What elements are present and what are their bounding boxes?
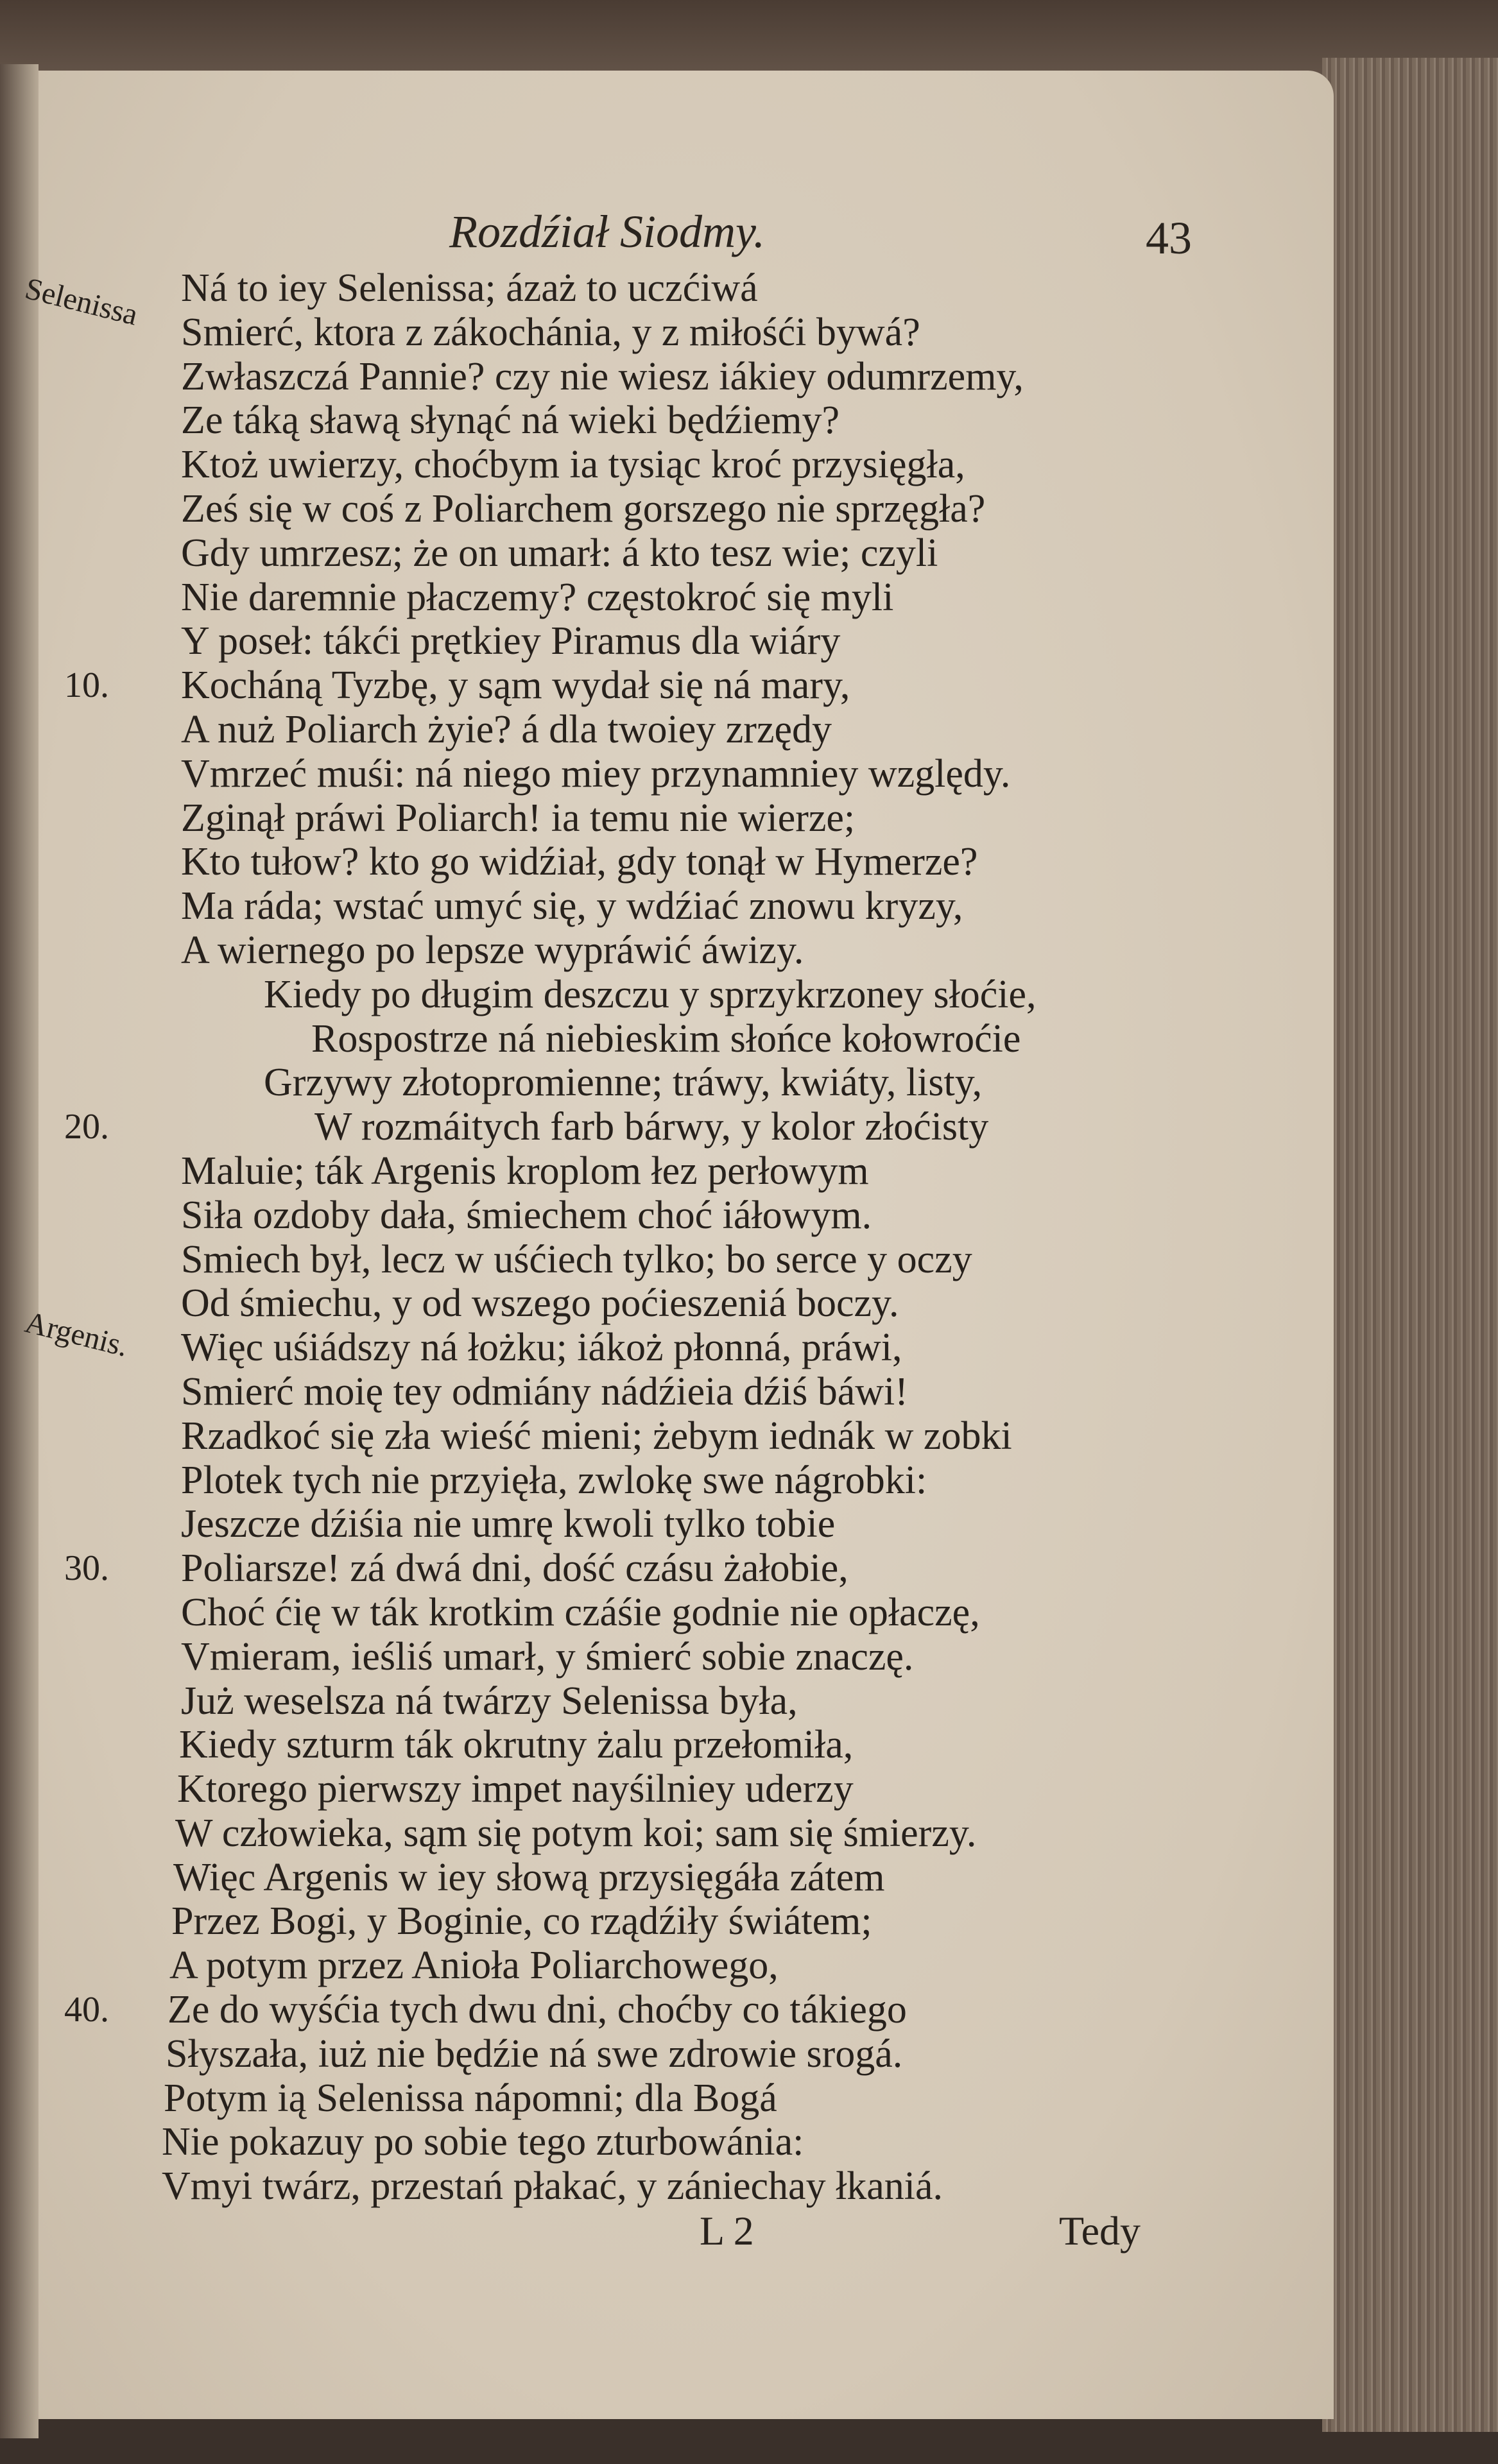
line-number: 20. [64, 1107, 109, 1147]
verse-line [0, 663, 1322, 708]
verse-text: A nuż Poliarch żyie? á dla twoiey zrzędy [181, 707, 832, 751]
verse-line [0, 928, 1322, 973]
verse-text: Potym ią Selenissa nápomni; dla Bogá [164, 2076, 777, 2120]
verse-line [0, 1281, 1322, 1326]
verse-text: Siła ozdoby dała, śmiechem choć iáłowym. [181, 1193, 872, 1237]
verse-text: Zginął práwi Poliarch! ia temu nie wierze; [181, 796, 856, 840]
verse-text: Ktoż uwierzy, choćbym ia tysiąc kroć przysięgła, [181, 443, 965, 487]
verse-line [0, 1988, 1322, 2032]
verse-text: W rozmáitych farb bárwy, y kolor złoćisty [314, 1105, 989, 1149]
page-number: 43 [1146, 212, 1192, 264]
line-number: 30. [64, 1548, 109, 1589]
verse-text: Rospostrze ná niebieskim słońce kołowroćie [311, 1016, 1021, 1061]
verse-line [0, 1105, 1322, 1149]
verse-text: Jeszcze dźiśia nie umrę kwoli tylko tobie [181, 1502, 836, 1546]
verse-text: Nie pokazuy po sobie tego zturbowánia: [162, 2120, 804, 2164]
verse-line [0, 1305, 1322, 1370]
verse-text: Przez Bogi, y Boginie, co rządźiły świátem; [171, 1899, 872, 1944]
verse-text: Smiech był, lecz w uśćiech tylko; bo serce y oczy [181, 1237, 972, 1281]
verse-line [0, 1370, 1322, 1414]
verse-line [0, 973, 1322, 1017]
verse-text: Vmyi twárz, przestań płakać, y zániechay łkaniá. [162, 2164, 943, 2209]
verse-line [0, 2164, 1322, 2209]
verse-text: Już weselsza ná twárzy Selenissa była, [181, 1679, 798, 1723]
verse-line [0, 2032, 1322, 2076]
verse-text: Y poseł: tákći prętkiey Piramus dla wiáry [181, 619, 841, 663]
verse-line [0, 619, 1322, 663]
verse-text: Więc Argenis w iey słową przysięgáła zátem [173, 1855, 885, 1899]
verse-text: Zwłaszczá Pannie? czy nie wiesz iákiey odumrzemy, [181, 354, 1024, 398]
verse-line [0, 1944, 1322, 1988]
verse-line [0, 1635, 1322, 1679]
verse-line [0, 1811, 1322, 1856]
verse-text: Poliarsze! zá dwá dni, dość czásu żałobie, [181, 1546, 848, 1591]
verse-text: Plotek tych nie przyięła, zwlokę swe nágrobki: [181, 1458, 927, 1502]
verse-text: Nie daremnie płaczemy? częstokroć się myli [181, 575, 894, 619]
verse-text: Kiedy szturm ták okrutny żalu przełomiła, [179, 1723, 854, 1767]
verse-line [0, 1679, 1322, 1724]
verse-line [0, 752, 1322, 796]
verse-line [0, 355, 1322, 399]
verse-line [0, 531, 1322, 576]
verse-line [0, 1767, 1322, 1811]
verse-line [0, 443, 1322, 487]
margin-speaker-note: Argenis. [21, 1305, 132, 1364]
verse-text: Kocháną Tyzbę, y sąm wydał się ná mary, [181, 663, 850, 708]
running-head: Rozdźiał Siodmy. [449, 206, 766, 257]
verse-text: Rzadkoć się zła wieść mieni; żebym iednák w zobki [181, 1414, 1012, 1458]
verse-text: Smierć, ktora z zákochánia, y z miłośći bywá? [181, 310, 920, 354]
verse-text: Grzywy złotopromienne; tráwy, kwiáty, listy, [264, 1061, 983, 1105]
verse-text: Ma ráda; wstać umyć się, y wdźiać znowu kryzy, [181, 884, 963, 928]
verse-line [0, 1723, 1322, 1767]
verse-text: Ná to iey Selenissa; ázaż to uczćiwá [181, 266, 758, 310]
verse-line [0, 884, 1322, 928]
verse-line [0, 1856, 1322, 1900]
verse-text: W człowieka, sąm się potym koi; sam się śmierzy. [175, 1811, 977, 1855]
verse-text: Smierć moię tey odmiány nádźieia dźiś báwi! [181, 1369, 908, 1414]
verse-text: Maluie; ták Argenis kroplom łez perłowym [181, 1149, 869, 1193]
verse-text: Słyszała, iuż nie będźie ná swe zdrowie srogá. [166, 2032, 903, 2076]
verse-text: Choć ćię w ták krotkim czáśie godnie nie opłaczę, [181, 1590, 980, 1634]
verse-line [0, 1017, 1322, 1061]
margin-speaker-note: Selenissa [21, 271, 141, 332]
verse-line [0, 1238, 1322, 1282]
verse-text: Ktorego pierwszy impet nayśilniey uderzy [177, 1767, 854, 1811]
verse-text: Vmieram, ieśliś umarł, y śmierć sobie znaczę. [181, 1634, 914, 1679]
catchword: Tedy [1059, 2208, 1141, 2254]
verse-text: A wiernego po lepsze wypráwić áwizy. [181, 928, 804, 972]
verse-text: Ześ się w coś z Poliarchem gorszego nie sprzęgła? [181, 486, 986, 531]
verse-text: Od śmiechu, y od wszego poćieszeniá boczy. [181, 1281, 899, 1326]
line-number: 10. [64, 665, 109, 706]
verse-line [0, 576, 1322, 620]
verse-line [0, 1459, 1322, 1503]
page-edges [1322, 58, 1498, 2432]
verse-text: Gdy umrzesz; że on umarł: á kto tesz wie; czyli [181, 531, 938, 575]
verse-text: Więc uśiádszy ná łożku; iákoż płonná, práwi, [181, 1326, 902, 1370]
verse-line [0, 1546, 1322, 1591]
verse-line [0, 840, 1322, 884]
verse-text: Ze do wyśćia tych dwu dni, choćby co tákiego [168, 1988, 907, 2032]
verse-line [0, 1194, 1322, 1238]
verse-line [0, 796, 1322, 841]
verse-line [0, 487, 1322, 531]
verse-line [0, 1899, 1322, 1944]
verse-line [0, 708, 1322, 752]
verse-line [0, 2076, 1322, 2121]
verse-line [0, 1149, 1322, 1194]
verse-text: A potym przez Anioła Poliarchowego, [169, 1944, 779, 1988]
verse-text: Ze táką sławą słynąć ná wieki będźiemy? [181, 398, 839, 443]
verse-text: Kto tułow? kto go widźiał, gdy tonął w Hymerze? [181, 840, 978, 884]
verse-line [0, 2120, 1322, 2164]
verse-line [0, 398, 1322, 443]
printer-signature: L 2 [700, 2208, 754, 2254]
verse-line [0, 1414, 1322, 1459]
verse-line [0, 311, 1322, 355]
verse-line [0, 1591, 1322, 1635]
verse-line [0, 1502, 1322, 1546]
verse-line [0, 1061, 1322, 1105]
poem-text [0, 266, 1322, 2209]
line-number: 40. [64, 1990, 109, 2030]
verse-text: Vmrzeć muśi: ná niego miey przynamniey względy. [181, 751, 1011, 796]
verse-text: Kiedy po długim deszczu y sprzykrzoney słoćie, [264, 972, 1037, 1016]
